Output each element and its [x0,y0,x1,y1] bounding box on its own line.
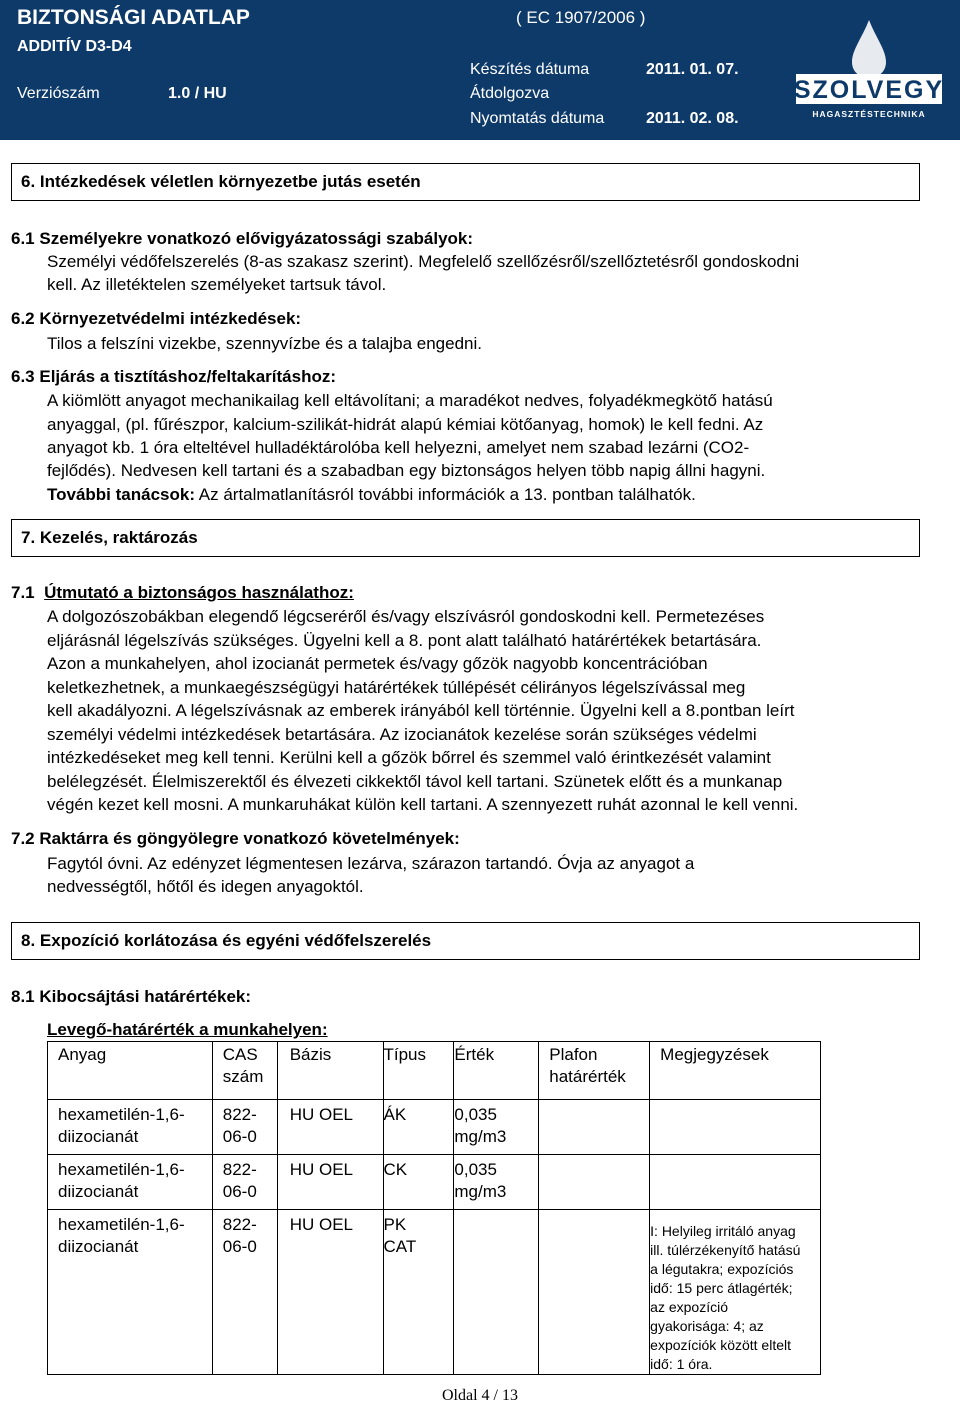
table-row [48,1210,821,1375]
cell-tipus: CK [383,1160,408,1179]
drop-icon [796,16,942,128]
cell-megjegyzes [650,1100,820,1102]
document-header [0,0,960,140]
table-header-row [48,1042,821,1100]
header-megjegyzesek: Megjegyzések [660,1045,769,1064]
cell-ertek: 0,035 mg/m3 [454,1160,507,1201]
version-label: Verziószám [17,85,100,102]
header-cas: CAS szám [222,1045,264,1086]
cell-plafon [539,1155,649,1157]
header-plafon: Plafon határérték [549,1045,626,1086]
section-7-1-line: belélegzését. Élelmiszerektől és élvezeti cikkektől távol kell tartani. Szünetek előtt és a munkanap [47,772,783,791]
section-7-1-line: eljárásnál légelszívás szükséges. Ügyelni kell a 8. pont alatt található határértékek betartására. [47,631,762,650]
section-6-3-line: fejlődés). Nedvesen kell tartani és a szabadban egy biztonságos helyen több napig állni hagyni. [47,461,766,480]
header-ertek: Érték [454,1045,495,1064]
header-tipus: Típus [383,1045,427,1064]
section-7-1-title [11,583,354,603]
section-6-heading: 6. Intézkedések véletlen környezetbe jutás esetén [21,172,421,191]
section-7-heading-box [11,519,920,557]
regulation-reference: ( EC 1907/2006 ) [516,8,646,27]
logo-subtitle: HAGASZTÉSTECHNIKA [812,109,926,119]
section-7-1-line: kell akadályozni. A légelszívásnak az emberek irányából kell történnie. Ügyelni kell a 8.pontban leírt [47,701,795,720]
table-row [48,1155,821,1210]
cell-megjegyzes [650,1155,820,1157]
section-6-3-title: 6.3 Eljárás a tisztításhoz/feltakarításhoz: [11,367,337,386]
cell-ertek: 0,035 mg/m3 [454,1105,507,1146]
cell-anyag: hexametilén-1,6- diizocianát [58,1105,185,1146]
section-7-2-line: Fagytól óvni. Az edényzet légmentesen lezárva, szárazon tartandó. Óvja az anyagot a [47,854,695,873]
section-6-1-line: kell. Az illetéktelen személyeket tartsuk távol. [47,275,387,294]
section-8-heading-box [11,922,920,960]
section-6-3-line: A kiömlött anyagot mechanikailag kell eltávolítani; a maradékot nedves, folyadékmegkötő hatású [47,391,773,410]
section-7-1-title-text: Útmutató a biztonságos használathoz: [44,583,354,602]
advice-text: Az ártalmatlanításról további információk a 13. pontban találhatók. [195,485,696,504]
cell-bazis: HU OEL [289,1160,353,1179]
product-name: ADDITÍV D3-D4 [17,38,132,55]
section-6-1-line: Személyi védőfelszerelés (8-as szakasz szerint). Megfelelő szellőzésről/szellőztetésről gondoskodni [47,252,800,271]
cell-cas: 822- 06-0 [222,1105,257,1146]
cell-cas: 822- 06-0 [222,1160,257,1201]
section-7-1-line: A dolgozószobákban elegendő légcseréről és/vagy elszívásról gondoskodni kell. Permetezéses [47,607,765,626]
section-6-3-advice [47,485,696,505]
section-7-1-number: 7.1 [11,583,35,602]
section-7-1-line: Azon a munkahelyen, ahol izocianát permetek és/vagy gőzök nagyobb koncentrációban [47,654,708,673]
section-8-1-title: 8.1 Kibocsájtási határértékek: [11,987,252,1006]
printed-value: 2011. 02. 08. [646,110,739,127]
cell-ertek [454,1210,538,1212]
cell-plafon [539,1100,649,1102]
advice-label: További tanácsok: [47,485,195,504]
section-7-1-line: személyi védelmi intézkedések betartására. Az izocianátok kezelése során szükséges védelmi [47,725,757,744]
section-6-2-title: 6.2 Környezetvédelmi intézkedések: [11,309,302,328]
section-7-2-line: nedvességtől, hőtől és idegen anyagoktól. [47,877,364,896]
header-bazis: Bázis [289,1045,332,1064]
section-8-heading: 8. Expozíció korlátozása és egyéni védőfelszerelés [21,931,432,950]
section-7-1-line: keletkezhetnek, a munkaegészségügyi határértékek túllépését célirányos légelszívással meg [47,678,746,697]
section-7-1-line: végén kezet kell mosni. A munkaruhákat külön kell tartani. A szennyezett ruhát azonnal le kell venni. [47,795,799,814]
table-row [48,1100,821,1155]
cell-bazis: HU OEL [289,1105,353,1124]
cell-tipus: PK CAT [383,1215,417,1256]
printed-label: Nyomtatás dátuma [470,110,605,127]
cell-anyag: hexametilén-1,6- diizocianát [58,1215,185,1256]
cell-tipus: ÁK [383,1105,407,1124]
section-6-3-line: anyagot kb. 1 óra elteltével hulladéktárolóba kell helyezni, amelyet nem szabad lezárni (CO2- [47,438,750,457]
created-value: 2011. 01. 07. [646,61,739,78]
cell-cas: 822- 06-0 [222,1215,257,1256]
section-7-1-line: intézkedéseket meg kell tenni. Kerülni kell a gőzök bőrrel és szemmel való érintkezését valamint [47,748,771,767]
document-title: BIZTONSÁGI ADATLAP [17,6,250,29]
logo-text: SZOLVEGY [796,76,942,104]
section-6-1-title: 6.1 Személyekre vonatkozó elővigyázatossági szabályok: [11,229,474,248]
section-7-heading: 7. Kezelés, raktározás [21,528,198,547]
company-logo [796,16,942,128]
section-7-2-title: 7.2 Raktárra és göngyölegre vonatkozó követelmények: [11,829,460,848]
created-label: Készítés dátuma [470,61,590,78]
cell-anyag: hexametilén-1,6- diizocianát [58,1160,185,1201]
revised-label: Átdolgozva [470,85,550,102]
version-value: 1.0 / HU [168,85,227,102]
section-6-3-line: anyaggal, (pl. fűrészpor, kalcium-szilikát-hidrát alapú kémiai kötőanyag, homok) le kell fedni. Az [47,415,764,434]
page-number: Oldal 4 / 13 [442,1387,518,1404]
header-anyag: Anyag [58,1045,107,1064]
table-caption: Levegő-határérték a munkahelyen: [47,1020,328,1039]
exposure-limits-table [47,1041,821,1375]
section-6-heading-box [11,163,920,201]
cell-bazis: HU OEL [289,1215,353,1234]
cell-megjegyzes: I: Helyileg irritáló anyag ill. túlérzékenyítő hatású a légutakra; expozíciós idő: 15 perc átlagérték; az expozíció gyakorisága: 4; az expozíciók között eltelt idő: 1 óra. [650,1223,801,1372]
section-6-2-line: Tilos a felszíni vizekbe, szennyvízbe és a talajba engedni. [47,334,483,353]
cell-plafon [539,1210,649,1212]
